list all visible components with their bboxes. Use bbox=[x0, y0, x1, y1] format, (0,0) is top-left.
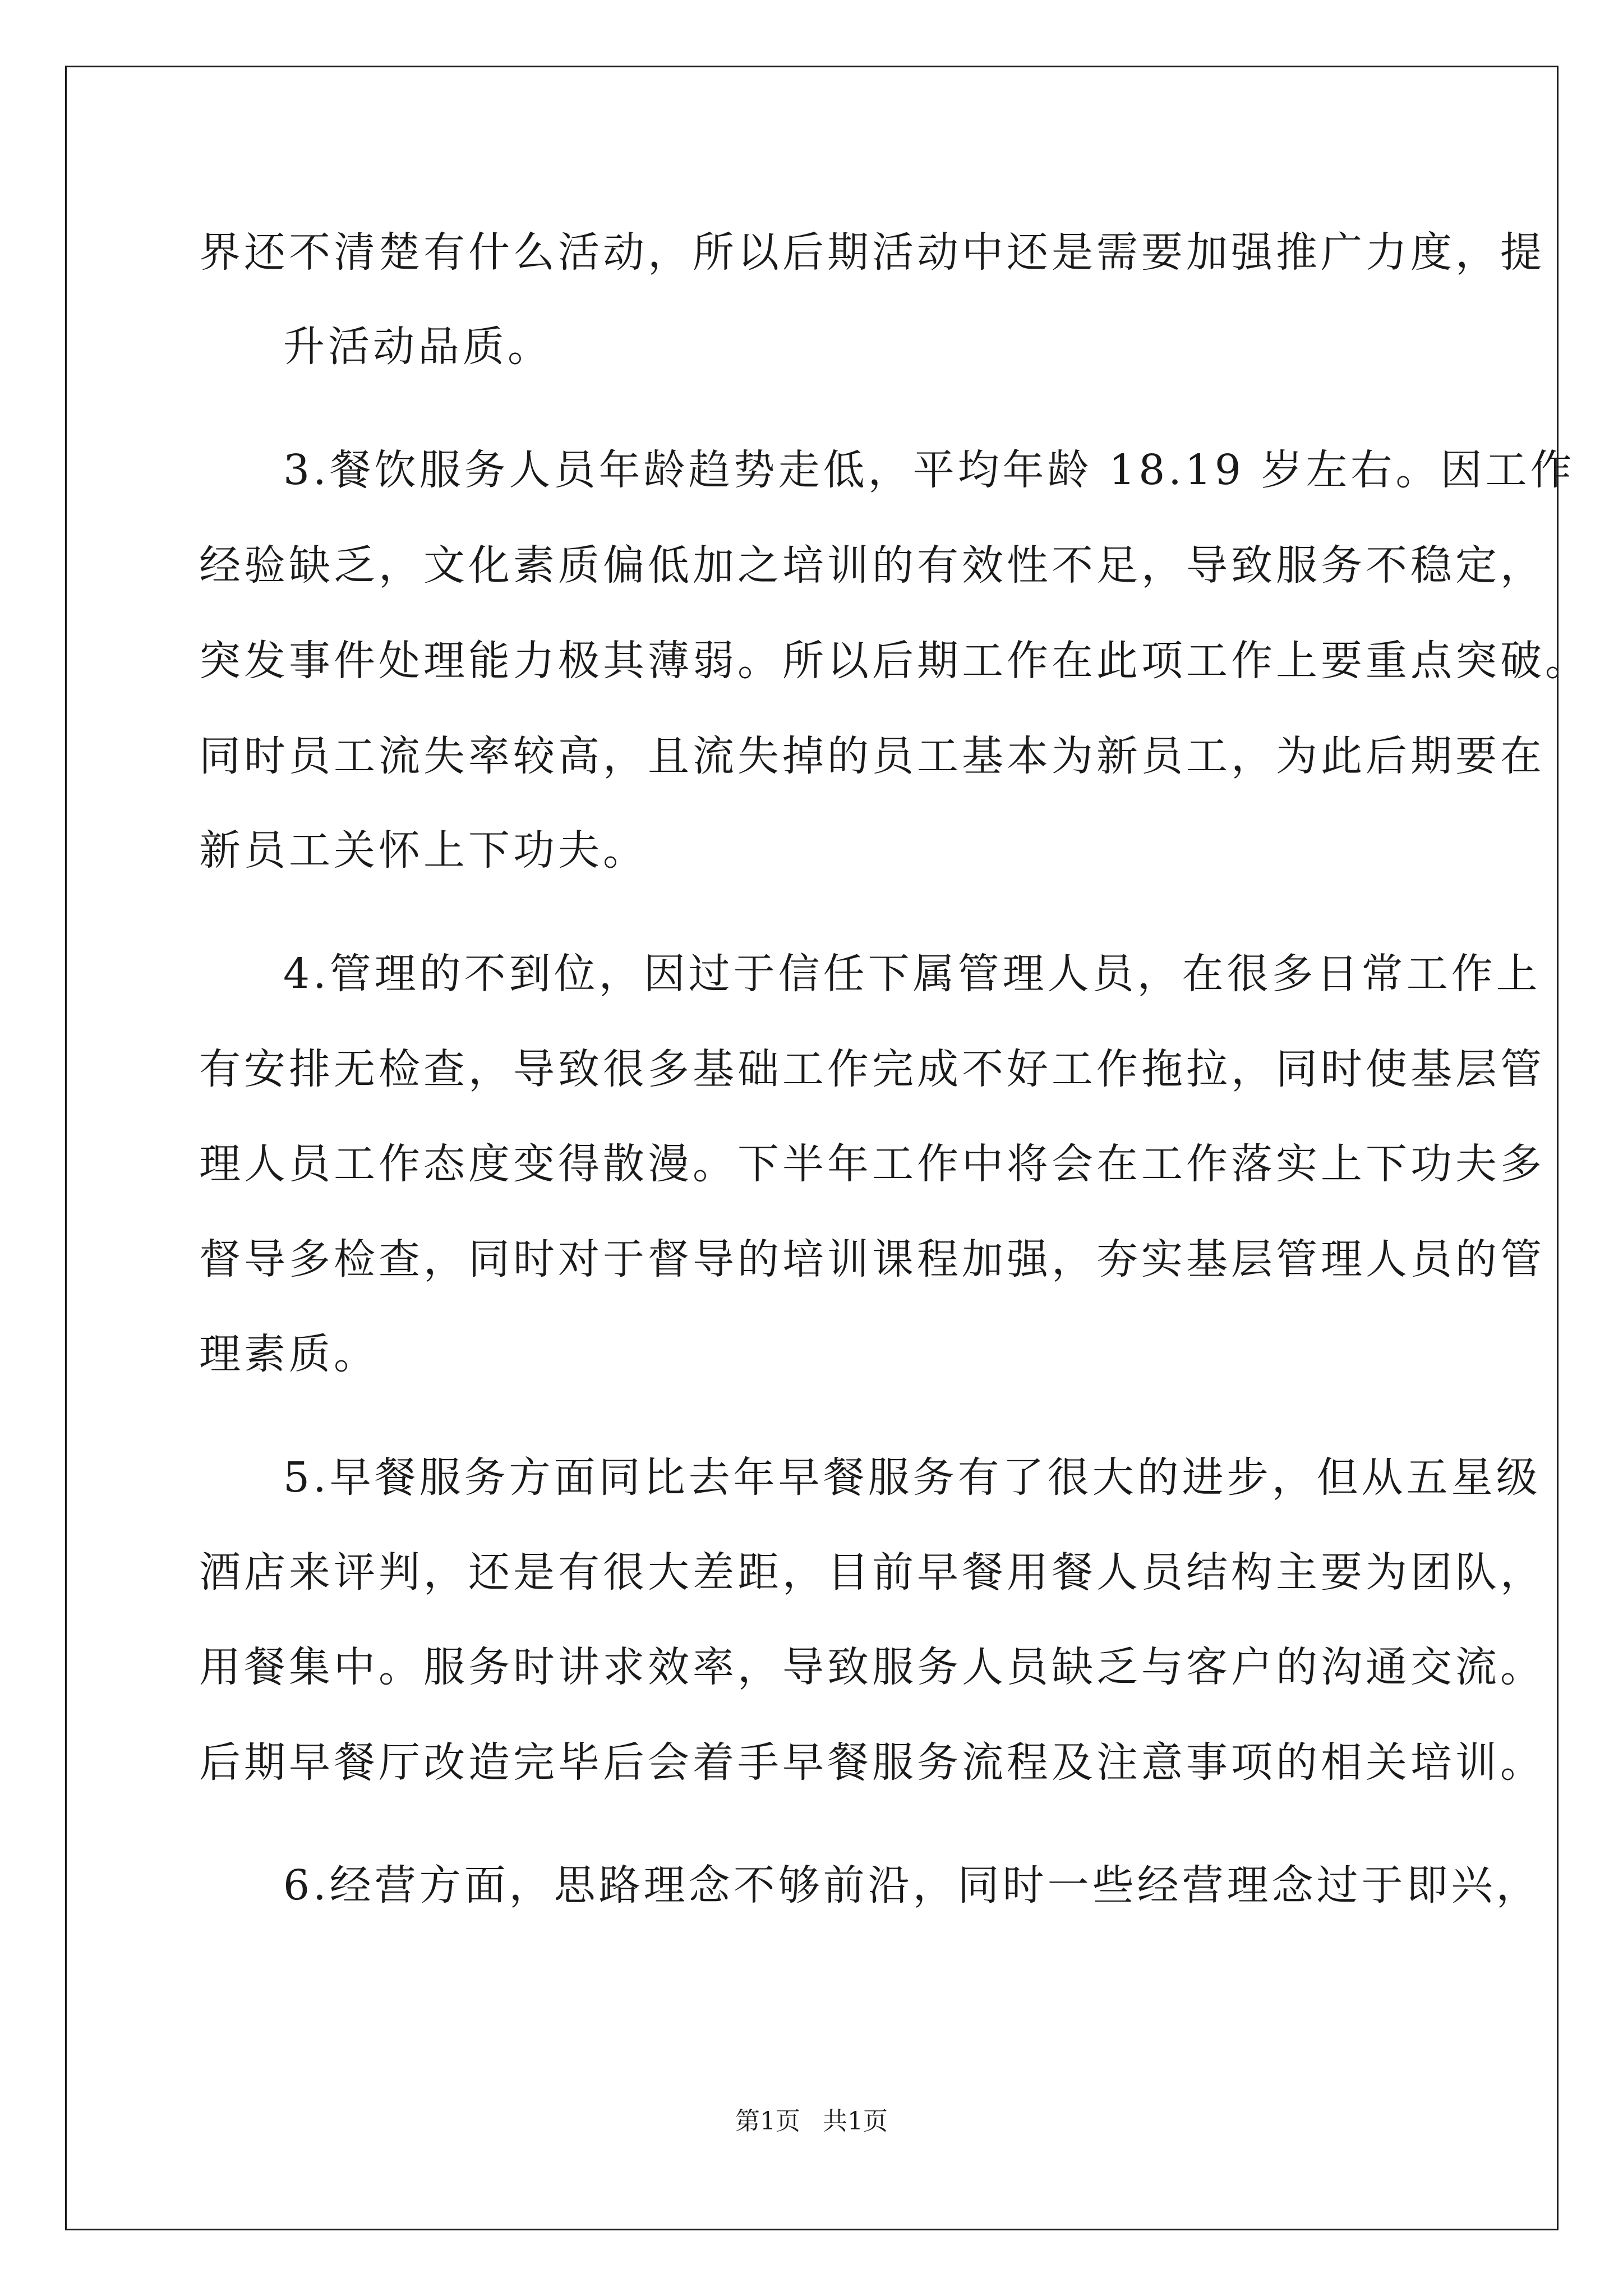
text-line: 升活动品质。 bbox=[283, 323, 552, 371]
text-line: 3.餐饮服务人员年龄趋势走低，平均年龄 18.19 岁左右。因工作 bbox=[283, 446, 1575, 494]
text-line: 6.经营方面，思路理念不够前沿，同时一些经营理念过于即兴， bbox=[283, 1861, 1541, 1910]
text-line: 新员工关怀上下功夫。 bbox=[199, 826, 648, 875]
page-total: 共1页 bbox=[823, 2107, 888, 2136]
text-line: 理素质。 bbox=[199, 1330, 379, 1378]
page-footer bbox=[0, 2105, 1623, 2138]
text-line: 界还不清楚有什么活动，所以后期活动中还是需要加强推广力度，提 bbox=[199, 228, 1545, 277]
text-line: 酒店来评判，还是有很大差距，目前早餐用餐人员结构主要为团队， bbox=[199, 1548, 1545, 1596]
text-line: 理人员工作态度变得散漫。下半年工作中将会在工作落实上下功夫多 bbox=[199, 1140, 1545, 1188]
text-line: 有安排无检查，导致很多基础工作完成不好工作拖拉，同时使基层管 bbox=[199, 1045, 1545, 1093]
text-line: 突发事件处理能力极其薄弱。所以后期工作在此项工作上要重点突破。 bbox=[199, 637, 1590, 685]
text-line: 经验缺乏，文化素质偏低加之培训的有效性不足，导致服务不稳定， bbox=[199, 541, 1545, 590]
text-line: 后期早餐厅改造完毕后会着手早餐服务流程及注意事项的相关培训。 bbox=[199, 1738, 1545, 1787]
page-number: 第1页 bbox=[735, 2107, 800, 2136]
text-line: 督导多检查，同时对于督导的培训课程加强，夯实基层管理人员的管 bbox=[199, 1235, 1545, 1283]
text-line: 同时员工流失率较高，且流失掉的员工基本为新员工，为此后期要在 bbox=[199, 732, 1545, 780]
text-line: 用餐集中。服务时讲求效率，导致服务人员缺乏与客户的沟通交流。 bbox=[199, 1643, 1545, 1691]
text-line: 5.早餐服务方面同比去年早餐服务有了很大的进步，但从五星级 bbox=[283, 1453, 1541, 1502]
text-line: 4.管理的不到位，因过于信任下属管理人员，在很多日常工作上 bbox=[283, 950, 1541, 998]
